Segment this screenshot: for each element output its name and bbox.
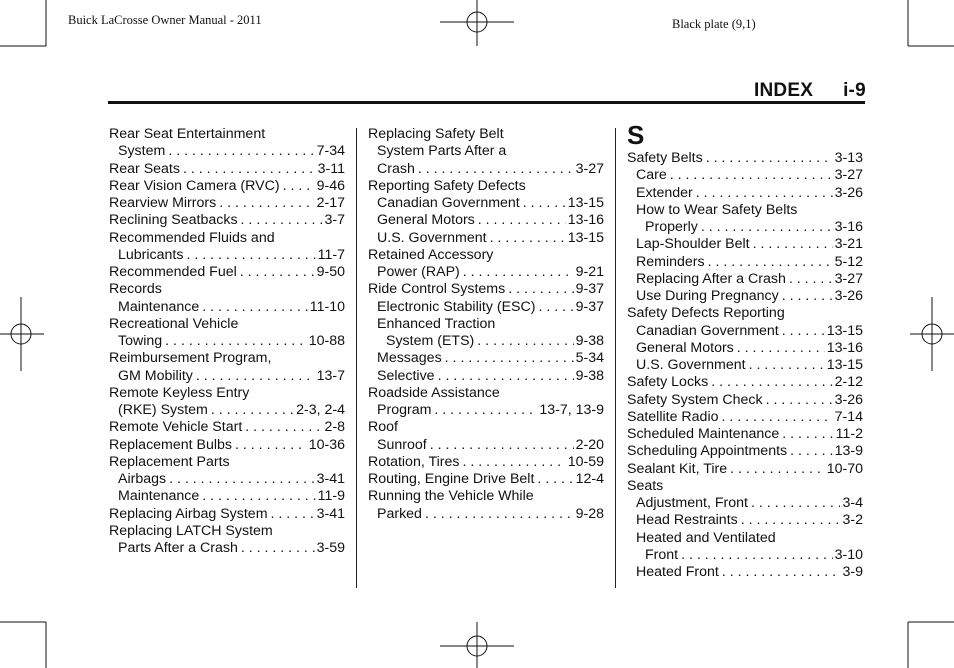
entry-page: 3-27	[834, 167, 863, 184]
leader-dots	[219, 195, 314, 212]
index-entry	[368, 247, 604, 264]
entry-text: Ride Control Systems	[368, 281, 506, 298]
leader-dots	[751, 495, 841, 512]
entry-page: 9-37	[575, 281, 604, 298]
entry-page: 2-17	[316, 195, 345, 211]
entry-page: 9-37	[575, 298, 604, 315]
entry-page: 9-28	[575, 505, 604, 522]
index-entry	[627, 443, 863, 460]
index-entry	[368, 143, 604, 160]
leader-dots	[696, 185, 833, 202]
leader-dots	[477, 333, 573, 350]
header-rule	[108, 101, 865, 104]
entry-page: 3-10	[834, 546, 863, 563]
entry-text: Replacing After a Crash	[636, 270, 786, 287]
entry-page: 3-21	[834, 236, 863, 253]
entry-text: Program	[377, 402, 432, 418]
entry-text: Scheduling Appointments	[627, 443, 788, 460]
index-entry	[368, 264, 604, 281]
entry-text: General Motors	[636, 339, 734, 356]
leader-dots	[271, 506, 315, 523]
entry-page: 9-46	[316, 177, 345, 194]
index-entry	[109, 143, 345, 160]
entry-text: Safety Locks	[627, 374, 709, 391]
entry-page: 13-7, 13-9	[539, 402, 604, 418]
index-entry	[627, 340, 863, 357]
entry-page: 13-15	[826, 357, 863, 373]
leader-dots	[722, 564, 841, 581]
index-entry	[109, 419, 345, 436]
entry-text: System (ETS)	[386, 333, 475, 349]
entry-text: Replacing LATCH System	[109, 522, 273, 539]
entry-text: System	[118, 143, 166, 160]
index-entry	[109, 488, 345, 505]
entry-text: Recommended Fuel	[109, 264, 237, 280]
entry-text: U.S. Government	[377, 229, 487, 246]
entry-text: Rear Vision Camera (RVC)	[109, 177, 280, 194]
entry-text: Lubricants	[118, 246, 184, 263]
index-entry	[109, 247, 345, 264]
index-entry	[627, 392, 863, 409]
index-column-1	[109, 126, 345, 557]
index-entry	[368, 471, 604, 488]
entry-page: 2-12	[834, 374, 863, 391]
entry-text: Rear Seat Entertainment	[109, 126, 266, 142]
registration-mark-bottom	[440, 622, 514, 668]
entry-text: Records	[109, 281, 162, 298]
page-number: i-9	[843, 80, 866, 101]
index-entry	[109, 264, 345, 281]
index-entry	[109, 437, 345, 454]
entry-text: Parts After a Crash	[118, 540, 238, 556]
entry-text: Power (RAP)	[377, 264, 460, 280]
leader-dots	[722, 409, 833, 426]
entry-page: 3-41	[316, 471, 345, 487]
index-entry	[368, 454, 604, 471]
index-column-2	[368, 126, 604, 523]
entry-page: 13-7	[316, 367, 345, 384]
leader-dots	[240, 264, 315, 281]
entry-text: Remote Keyless Entry	[109, 384, 250, 401]
entry-text: Crash	[377, 160, 415, 177]
entry-page: 3-4	[842, 495, 863, 511]
index-entry	[627, 495, 863, 512]
entry-page: 12-4	[575, 471, 604, 487]
entry-text: Replacement Bulbs	[109, 436, 233, 453]
leader-dots	[169, 471, 314, 488]
leader-dots	[168, 143, 314, 160]
entry-text: Remote Vehicle Start	[109, 419, 243, 436]
index-entry	[109, 281, 345, 298]
entry-page: 3-41	[316, 505, 345, 522]
entry-text: Roadside Assistance	[368, 384, 500, 401]
letter-heading: S	[627, 120, 645, 150]
index-column-3	[627, 150, 863, 581]
entry-page: 3-27	[834, 270, 863, 287]
entry-text: Rear Seats	[109, 160, 180, 177]
leader-dots	[245, 419, 322, 436]
index-entry	[627, 564, 863, 581]
entry-text: Electronic Stability (ESC)	[377, 298, 536, 315]
registration-mark-right	[910, 297, 954, 371]
entry-text: Heated Front	[636, 564, 719, 580]
entry-text: Replacing Airbag System	[109, 505, 268, 522]
index-entry	[109, 333, 345, 350]
entry-page: 3-16	[834, 219, 863, 235]
entry-page: 10-70	[826, 460, 863, 477]
entry-page: 3-11	[317, 160, 345, 177]
leader-dots	[425, 506, 574, 523]
entry-text: Properly	[645, 219, 698, 235]
entry-page: 3-13	[834, 150, 863, 166]
entry-page: 3-26	[834, 288, 863, 304]
entry-text: Recreational Vehicle	[109, 315, 239, 332]
leader-dots	[445, 350, 574, 367]
entry-text: Extender	[636, 184, 693, 201]
index-entry	[109, 126, 345, 143]
leader-dots	[523, 195, 566, 212]
leader-dots	[701, 219, 833, 236]
entry-text: Routing, Engine Drive Belt	[368, 471, 535, 487]
leader-dots	[708, 254, 833, 271]
entry-text: Replacing Safety Belt	[368, 126, 504, 142]
index-entry	[109, 454, 345, 471]
entry-page: 3-59	[316, 540, 345, 556]
entry-text: Reminders	[636, 253, 705, 270]
index-entry	[627, 461, 863, 478]
entry-text: Use During Pregnancy	[636, 288, 779, 304]
leader-dots	[202, 488, 315, 505]
page-header	[754, 80, 866, 102]
index-entry	[368, 178, 604, 195]
entry-text: Enhanced Traction	[377, 315, 496, 332]
index-entry	[627, 288, 863, 305]
entry-text: Maintenance	[118, 488, 200, 505]
leader-dots	[196, 368, 315, 385]
entry-page: 9-38	[575, 367, 604, 384]
leader-dots	[418, 161, 574, 178]
index-entry	[109, 385, 345, 402]
entry-text: Reimbursement Program,	[109, 350, 272, 367]
index-entry	[627, 305, 863, 322]
leader-dots	[235, 437, 307, 454]
index-entry	[627, 547, 863, 564]
entry-text: Front	[645, 546, 679, 563]
leader-dots	[283, 178, 315, 195]
index-entry	[627, 478, 863, 495]
index-entry	[109, 178, 345, 195]
leader-dots	[463, 264, 574, 281]
index-entry	[627, 254, 863, 271]
entry-text: Scheduled Maintenance	[627, 426, 780, 442]
entry-page: 9-50	[316, 264, 345, 280]
entry-text: Rearview Mirrors	[109, 195, 217, 211]
index-entry	[368, 402, 604, 419]
leader-dots	[508, 281, 573, 298]
entry-text: Rotation, Tires	[368, 453, 460, 470]
entry-text: Sealant Kit, Tire	[627, 460, 728, 477]
entry-text: Seats	[627, 477, 664, 494]
index-entry	[627, 409, 863, 426]
entry-page: 2-3, 2-4	[296, 402, 345, 418]
entry-page: 10-59	[567, 453, 604, 470]
index-entry	[627, 323, 863, 340]
leader-dots	[434, 402, 537, 419]
leader-dots	[782, 426, 833, 443]
leader-dots	[706, 150, 833, 167]
index-entry	[627, 167, 863, 184]
leader-dots	[737, 340, 825, 357]
leader-dots	[211, 402, 294, 419]
index-entry	[368, 385, 604, 402]
entry-page: 3-7	[324, 212, 345, 229]
entry-text: Running the Vehicle While	[368, 488, 534, 505]
entry-text: Selective	[377, 367, 435, 384]
entry-text: Satellite Radio	[627, 408, 719, 425]
leader-dots	[741, 512, 841, 529]
index-entry	[627, 219, 863, 236]
leader-dots	[537, 471, 573, 488]
entry-page: 9-38	[575, 333, 604, 349]
column-divider	[356, 128, 357, 588]
entry-text: Canadian Government	[377, 195, 520, 211]
entry-page: 13-9	[834, 443, 863, 460]
entry-text: Recommended Fluids and	[109, 229, 275, 246]
index-entry	[368, 316, 604, 333]
entry-text: Care	[636, 167, 667, 184]
entry-page: 11-7	[317, 246, 345, 263]
plate-label: Black plate (9,1)	[672, 17, 756, 31]
leader-dots	[490, 230, 566, 247]
index-entry	[368, 368, 604, 385]
entry-page: 5-12	[834, 253, 863, 270]
entry-page: 10-88	[308, 333, 345, 349]
index-entry	[368, 126, 604, 143]
entry-text: Reclining Seatbacks	[109, 212, 238, 229]
index-entry	[627, 512, 863, 529]
entry-text: Towing	[118, 333, 163, 349]
entry-text: Replacement Parts	[109, 453, 230, 470]
leader-dots	[430, 437, 574, 454]
entry-text: Reporting Safety Defects	[368, 177, 526, 194]
index-entry	[109, 368, 345, 385]
entry-page: 7-34	[316, 143, 345, 160]
entry-text: GM Mobility	[118, 367, 193, 384]
index-entry	[109, 195, 345, 212]
index-entry	[627, 185, 863, 202]
index-entry	[109, 316, 345, 333]
entry-text: Lap-Shoulder Belt	[636, 236, 750, 253]
index-entry	[368, 506, 604, 523]
entry-page: 13-15	[567, 229, 604, 246]
leader-dots	[241, 212, 323, 229]
entry-page: 5-34	[575, 350, 604, 367]
entry-page: 13-15	[826, 322, 863, 339]
leader-dots	[183, 161, 316, 178]
entry-text: Safety System Check	[627, 391, 763, 408]
entry-text: Maintenance	[118, 298, 200, 315]
index-entry	[109, 523, 345, 540]
entry-text: Adjustment, Front	[636, 495, 748, 511]
leader-dots	[186, 247, 315, 264]
entry-text: Parked	[377, 505, 422, 522]
entry-page: 13-15	[567, 195, 604, 211]
registration-mark-left	[0, 297, 44, 371]
leader-dots	[749, 357, 825, 374]
index-entry	[368, 230, 604, 247]
entry-page: 2-8	[324, 419, 345, 436]
index-entry	[368, 195, 604, 212]
index-entry	[368, 419, 604, 436]
section-name: INDEX	[754, 80, 814, 101]
entry-text: Sunroof	[377, 436, 427, 453]
entry-page: 3-2	[842, 512, 863, 529]
leader-dots	[730, 461, 825, 478]
leader-dots	[478, 212, 566, 229]
index-entry	[109, 161, 345, 178]
entry-text: Retained Accessory	[368, 246, 494, 263]
leader-dots	[241, 540, 315, 557]
entry-page: 11-9	[317, 488, 345, 505]
index-entry	[368, 161, 604, 178]
leader-dots	[790, 443, 832, 460]
entry-text: Canadian Government	[636, 322, 779, 339]
index-entry	[109, 540, 345, 557]
entry-text: How to Wear Safety Belts	[636, 201, 798, 218]
entry-page: 3-9	[842, 564, 863, 580]
index-entry	[368, 299, 604, 316]
entry-text: Safety Defects Reporting	[627, 305, 785, 322]
leader-dots	[165, 333, 307, 350]
entry-page: 9-21	[575, 264, 604, 280]
index-entry	[627, 150, 863, 167]
leader-dots	[711, 374, 832, 391]
entry-text: (RKE) System	[118, 402, 208, 418]
leader-dots	[438, 368, 574, 385]
entry-page: 2-20	[575, 436, 604, 453]
manual-title: Buick LaCrosse Owner Manual - 2011	[68, 13, 262, 27]
entry-text: Head Restraints	[636, 512, 738, 529]
entry-page: 11-2	[835, 426, 863, 442]
index-entry	[368, 437, 604, 454]
entry-text: Airbags	[118, 471, 167, 487]
index-entry	[627, 426, 863, 443]
leader-dots	[538, 299, 573, 316]
entry-page: 3-27	[575, 160, 604, 177]
leader-dots	[789, 271, 833, 288]
registration-mark-top	[440, 0, 514, 46]
leader-dots	[670, 167, 833, 184]
entry-text: System Parts After a	[377, 143, 507, 160]
index-entry	[368, 350, 604, 367]
leader-dots	[681, 547, 832, 564]
index-entry	[109, 350, 345, 367]
index-entry	[109, 299, 345, 316]
column-divider	[615, 128, 616, 588]
entry-page: 13-16	[567, 212, 604, 229]
index-entry	[627, 374, 863, 391]
index-entry	[627, 236, 863, 253]
index-entry	[109, 506, 345, 523]
index-entry	[627, 530, 863, 547]
leader-dots	[782, 288, 833, 305]
entry-page: 3-26	[834, 184, 863, 201]
index-entry	[368, 212, 604, 229]
index-entry	[368, 333, 604, 350]
entry-text: U.S. Government	[636, 357, 746, 373]
leader-dots	[462, 454, 565, 471]
entry-text: Messages	[377, 350, 442, 367]
index-entry	[109, 212, 345, 229]
index-entry	[109, 402, 345, 419]
index-entry	[627, 357, 863, 374]
entry-page: 11-10	[309, 298, 345, 315]
entry-page: 10-36	[308, 436, 345, 453]
index-entry	[368, 281, 604, 298]
index-entry	[109, 230, 345, 247]
index-entry	[368, 488, 604, 505]
leader-dots	[782, 323, 825, 340]
leader-dots	[202, 299, 308, 316]
entry-text: Safety Belts	[627, 150, 703, 166]
entry-text: General Motors	[377, 212, 475, 229]
index-entry	[627, 202, 863, 219]
index-entry	[109, 471, 345, 488]
leader-dots	[766, 392, 833, 409]
index-entry	[627, 271, 863, 288]
entry-page: 3-26	[834, 391, 863, 408]
entry-text: Roof	[368, 419, 398, 436]
entry-page: 13-16	[826, 339, 863, 356]
entry-text: Heated and Ventilated	[636, 529, 776, 546]
entry-page: 7-14	[834, 408, 863, 425]
leader-dots	[753, 236, 833, 253]
